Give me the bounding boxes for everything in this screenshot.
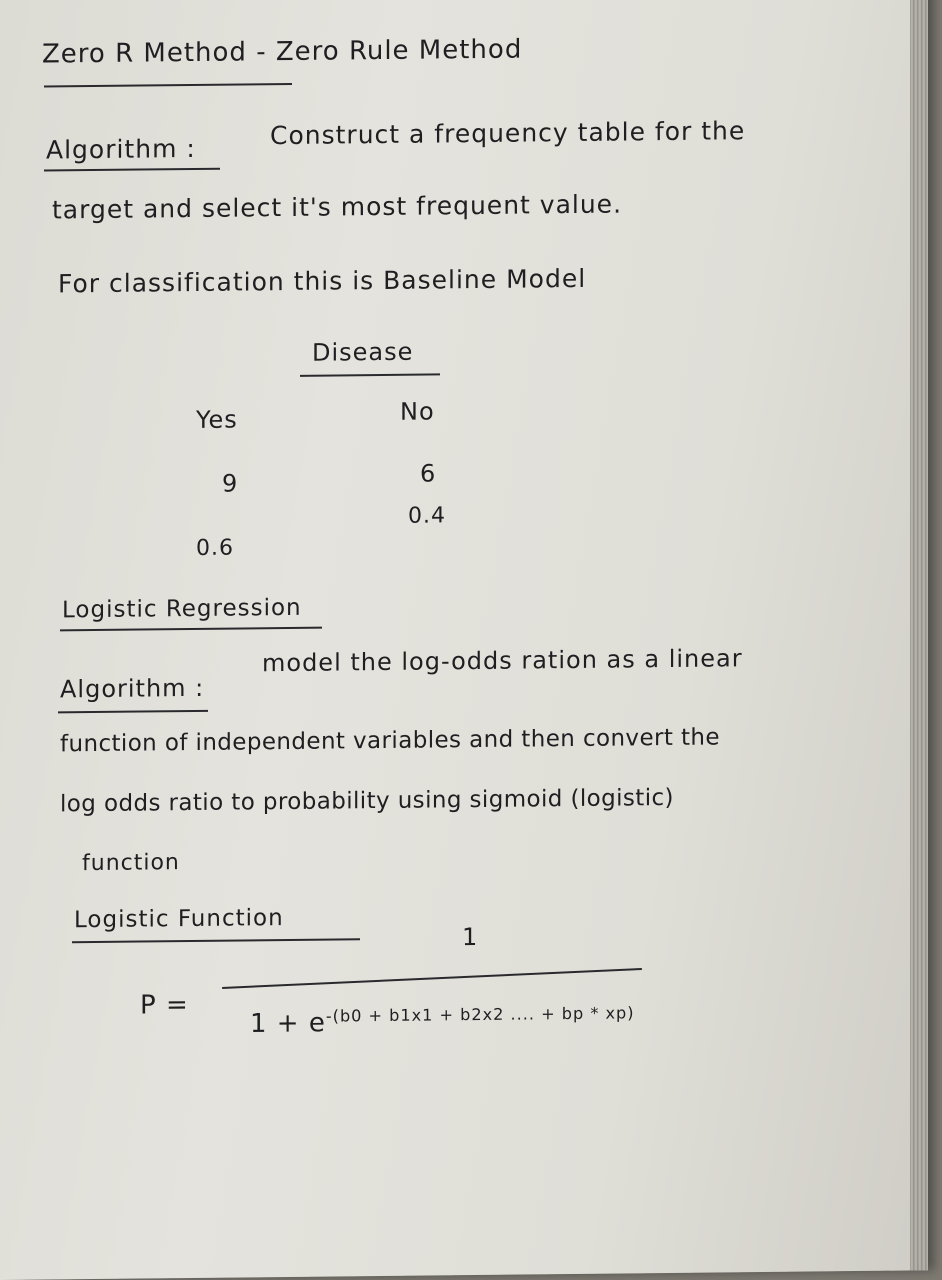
table-prob-no: 0.4	[408, 503, 446, 529]
zero-r-classification-line: For classification this is Baseline Model	[58, 263, 587, 299]
zero-r-algorithm-line1: Construct a frequency table for the	[270, 116, 746, 151]
logistic-algorithm-underline	[58, 710, 208, 714]
page-edge	[910, 0, 928, 1270]
logistic-heading: Logistic Regression	[62, 594, 302, 624]
table-title-underline	[300, 373, 440, 376]
table-count-no: 6	[420, 459, 437, 488]
fraction-bar	[222, 968, 642, 989]
logistic-line4: function	[82, 850, 180, 877]
function-heading-underline	[72, 938, 360, 943]
function-heading: Logistic Function	[74, 905, 284, 934]
table-prob-yes: 0.6	[196, 535, 234, 561]
logistic-line3: log odds ratio to probability using sigmoid (logistic)	[60, 784, 674, 818]
logistic-line1: model the log-odds ration as a linear	[262, 644, 743, 678]
denominator-exponent: -(b0 + b1x1 + b2x2 .... + bp * xp)	[325, 1003, 635, 1026]
logistic-algorithm-label: Algorithm :	[60, 673, 205, 704]
logistic-line2: function of independent variables and then convert the	[60, 724, 720, 758]
zero-r-algorithm-underline	[44, 168, 220, 172]
zero-r-algorithm-label: Algorithm :	[46, 133, 196, 165]
zero-r-algorithm-line2: target and select it's most frequent value.	[52, 189, 623, 225]
table-count-yes: 9	[222, 469, 239, 498]
heading-underline	[44, 83, 292, 88]
table-col-yes: Yes	[196, 405, 238, 434]
table-col-no: No	[400, 397, 435, 426]
page-heading: Zero R Method - Zero Rule Method	[42, 34, 523, 70]
formula-lhs: P =	[140, 990, 189, 1021]
denominator-base: 1 + e	[250, 1008, 326, 1040]
table-title: Disease	[312, 337, 414, 367]
formula-denominator	[250, 1003, 635, 1039]
logistic-heading-underline	[60, 627, 322, 632]
formula-numerator: 1	[462, 922, 479, 952]
